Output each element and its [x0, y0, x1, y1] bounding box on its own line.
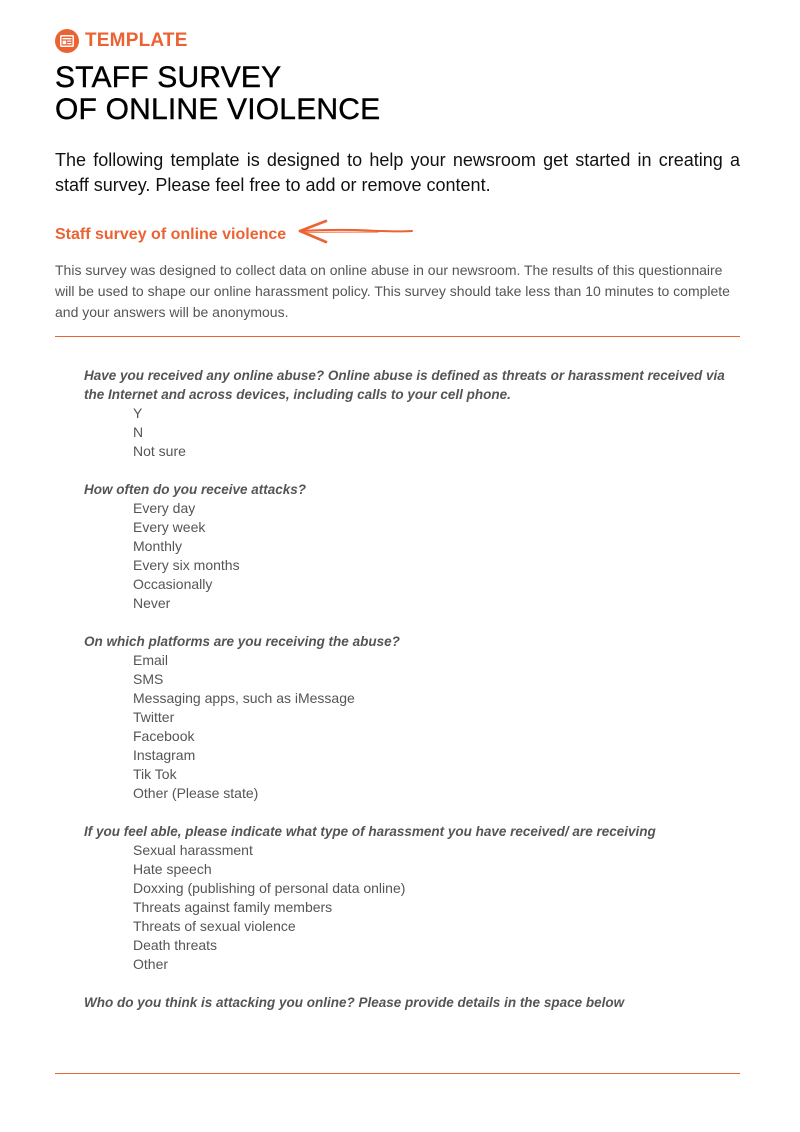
answer-option: Not sure [133, 443, 186, 459]
answer-option: Threats against family members [133, 899, 333, 915]
answer-option: Sexual harassment [133, 842, 253, 858]
answer-option: Y [133, 405, 143, 421]
question-text: On which platforms are you receiving the abuse? [84, 634, 400, 649]
survey-question [84, 993, 734, 1012]
answer-option: Occasionally [133, 576, 213, 592]
answer-option: Other (Please state) [133, 785, 259, 801]
answer-option: Every day [133, 500, 196, 516]
answer-options [84, 651, 734, 803]
arrow-left-icon [298, 219, 414, 250]
answer-option: Messaging apps, such as iMessage [133, 690, 355, 706]
answer-option: Every week [133, 519, 206, 535]
page-title [55, 62, 380, 126]
section-title: Staff survey of online violence [55, 225, 287, 243]
brand-label: TEMPLATE [85, 30, 188, 51]
answer-option: Death threats [133, 937, 218, 953]
survey-question [84, 822, 734, 974]
answer-option: Twitter [133, 709, 175, 725]
survey-question [84, 632, 734, 803]
page-title-line-2: OF ONLINE VIOLENCE [55, 93, 381, 126]
brand-logo [55, 29, 188, 53]
answer-option: Monthly [133, 538, 183, 554]
answer-options [84, 499, 734, 613]
question-text: Who do you think is attacking you online? Please provide details in the space below [84, 995, 625, 1010]
answer-option: Instagram [133, 747, 196, 763]
section-description: This survey was designed to collect data on online abuse in our newsroom. The results of this questionnaire will be used to shape our online harassment policy. This survey should take less than 10 minutes to complete and your answers will be anonymous. [55, 262, 730, 320]
answer-option: Doxxing (publishing of personal data online) [133, 880, 406, 896]
question-text: If you feel able, please indicate what type of harassment you have received/ are receiving [84, 824, 656, 839]
answer-option: Other [133, 956, 169, 972]
question-text: Have you received any online abuse? Online abuse is defined as threats or harassment received via the Internet and across devices, including calls to your cell phone. [84, 368, 725, 402]
answer-option: Tik Tok [133, 766, 177, 782]
question-list [84, 366, 734, 1031]
section-heading [55, 219, 414, 250]
answer-options [84, 404, 734, 461]
answer-option: Hate speech [133, 861, 212, 877]
intro-paragraph: The following template is designed to help your newsroom get started in creating a staff survey. Please feel free to add or remove content. [55, 150, 740, 195]
survey-question [84, 480, 734, 613]
answer-option: Email [133, 652, 169, 668]
divider-top [55, 336, 740, 337]
answer-option: N [133, 424, 144, 440]
answer-option: SMS [133, 671, 164, 687]
answer-option: Facebook [133, 728, 195, 744]
divider-bottom [55, 1073, 740, 1074]
survey-question [84, 366, 734, 461]
answer-option: Threats of sexual violence [133, 918, 296, 934]
answer-option: Every six months [133, 557, 240, 573]
page-title-line-1: STAFF SURVEY [55, 61, 282, 94]
question-text: How often do you receive attacks? [84, 482, 307, 497]
answer-options [84, 841, 734, 974]
document-icon [55, 29, 79, 53]
answer-option: Never [133, 595, 171, 611]
